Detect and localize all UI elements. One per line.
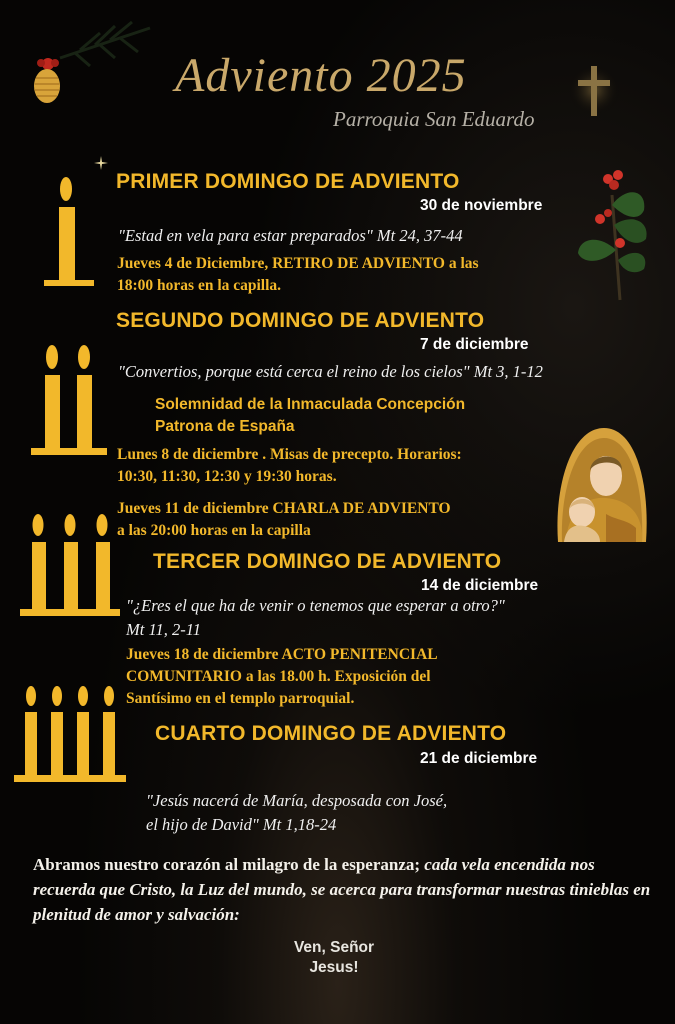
week-2-event-2 xyxy=(117,498,451,542)
week-1-quote: "Estad en vela para estar preparados" Mt 24, 37-44 xyxy=(118,226,463,245)
week-1-title: PRIMER DOMINGO DE ADVIENTO xyxy=(116,170,460,193)
week-2-date: 7 de diciembre xyxy=(420,336,529,353)
week-3-event xyxy=(126,644,438,710)
week-2-quote: "Convertios, porque está cerca el reino de los cielos" Mt 3, 1-12 xyxy=(118,362,543,381)
ornament-icon xyxy=(28,54,68,108)
week-3-quote: "¿Eres el que ha de venir o tenemos que esperar a otro?" xyxy=(126,596,505,615)
quote-line: el hijo de David" Mt 1,18-24 xyxy=(146,815,337,834)
solemnity-line: Patrona de España xyxy=(155,418,295,435)
event-line: Jueves 11 de diciembre CHARLA DE ADVIENTO xyxy=(117,500,451,517)
closing-message xyxy=(33,852,653,927)
week-2-title: SEGUNDO DOMINGO DE ADVIENTO xyxy=(116,309,485,332)
event-line: COMUNITARIO a las 18.00 h. Exposición del xyxy=(126,668,431,685)
solemnity-line: Solemnidad de la Inmaculada Concepción xyxy=(155,396,466,413)
page-title: Adviento 2025 xyxy=(175,49,467,102)
page-subtitle: Parroquia San Eduardo xyxy=(333,107,535,131)
candle-group-4-icon xyxy=(12,682,128,788)
week-3-date: 14 de diciembre xyxy=(421,577,539,594)
week-4-date: 21 de diciembre xyxy=(420,750,538,767)
week-2-event-1 xyxy=(117,444,462,488)
week-1-date: 30 de noviembre xyxy=(420,197,543,214)
closing-bold: Abramos nuestro corazón al milagro de la esperanza; xyxy=(33,855,421,874)
closing-italic: cada vela encendida nos recuerda que Cristo, la Luz del mundo, se acerca para transformar nuestras tinieblas en plenitud de amor y salvación: xyxy=(33,855,651,924)
ending-line: Ven, Señor xyxy=(293,939,375,956)
candle-group-3-icon xyxy=(18,510,122,622)
event-line: 10:30, 11:30, 12:30 y 19:30 horas. xyxy=(117,468,337,485)
candle-group-1-icon xyxy=(40,172,100,292)
sparkle-icon xyxy=(94,156,108,170)
event-line: Santísimo en el templo parroquial. xyxy=(126,690,355,707)
quote-line: "Jesús nacerá de María, desposada con José, xyxy=(146,791,448,810)
event-line: 18:00 horas en la capilla. xyxy=(117,277,282,294)
week-4-title: CUARTO DOMINGO DE ADVIENTO xyxy=(155,722,507,745)
ending-line: Jesus! xyxy=(309,959,359,976)
virgin-child-icon xyxy=(552,424,650,542)
week-3-title: TERCER DOMINGO DE ADVIENTO xyxy=(153,550,502,573)
candle-group-2-icon xyxy=(28,340,110,462)
event-line: a las 20:00 horas en la capilla xyxy=(117,522,311,539)
ending-invocation xyxy=(274,938,394,978)
week-3-quote-ref: Mt 11, 2-11 xyxy=(126,620,201,639)
week-4-quote xyxy=(146,789,447,837)
solemnity-note xyxy=(155,394,465,438)
cross-icon xyxy=(570,60,620,130)
holly-icon xyxy=(572,165,652,305)
event-line: Jueves 18 de diciembre ACTO PENITENCIAL xyxy=(126,646,438,663)
event-line: Jueves 4 de Diciembre, RETIRO DE ADVIENTO a las xyxy=(117,255,479,272)
event-line: Lunes 8 de diciembre . Misas de precepto. Horarios: xyxy=(117,446,462,463)
week-1-event xyxy=(117,253,479,297)
